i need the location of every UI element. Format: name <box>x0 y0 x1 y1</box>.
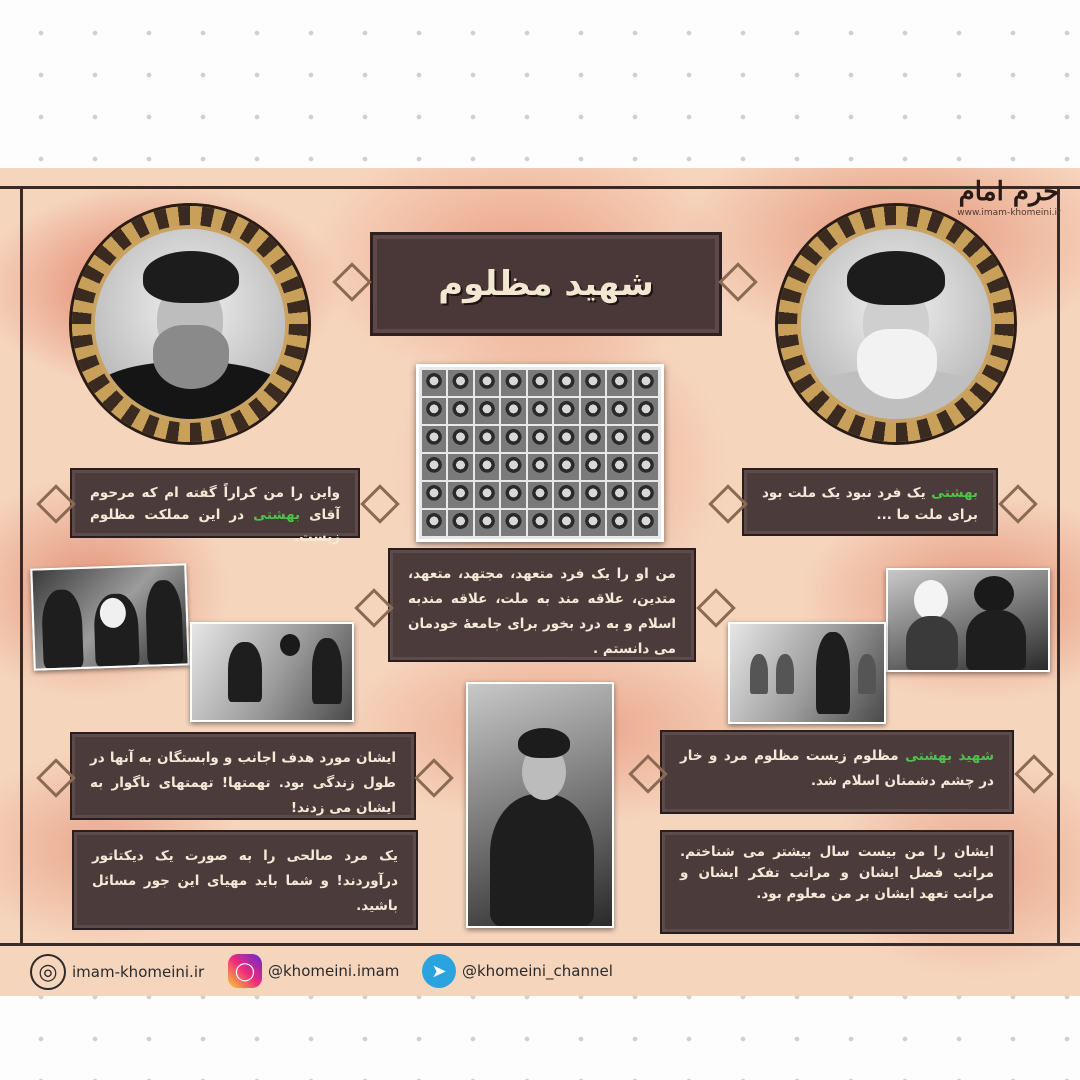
martyr-photo <box>528 482 552 508</box>
martyr-photo <box>634 510 658 536</box>
martyr-photo <box>554 398 578 424</box>
martyr-photo <box>501 482 525 508</box>
head <box>280 634 300 656</box>
martyr-photo <box>554 426 578 452</box>
martyr-photo <box>475 398 499 424</box>
instagram-handle[interactable]: @khomeini.imam <box>268 962 400 980</box>
figure <box>906 616 958 670</box>
turban <box>847 251 945 305</box>
quote-box-top-right <box>742 468 998 536</box>
figure <box>750 654 768 694</box>
frame-line-left <box>20 188 23 943</box>
portrait-khomeini-photo <box>797 225 995 423</box>
quote-highlight: بهشتی <box>931 485 978 501</box>
quote-box-top-left <box>70 468 360 545</box>
martyr-photo <box>475 454 499 480</box>
quote-text: ایشان مورد هدف اجانب و وابستگان به آنها در طول زندگی بود. تهمتها! تهمتهای ناگوار به ایشان می زدند! <box>90 750 396 816</box>
footer <box>0 946 1080 996</box>
turban <box>518 728 570 758</box>
martyr-photo <box>581 398 605 424</box>
martyr-photo <box>581 482 605 508</box>
martyr-photo <box>528 510 552 536</box>
website-link[interactable]: imam-khomeini.ir <box>72 963 205 981</box>
figure <box>490 794 594 926</box>
martyr-photo <box>607 426 631 452</box>
martyr-photo <box>475 370 499 396</box>
figure <box>966 610 1026 670</box>
figure <box>41 589 84 668</box>
quote-highlight: بهشتی <box>253 507 301 523</box>
martyr-photo <box>422 398 446 424</box>
quote-text: مظلوم زیست مظلوم مرد و خار در چشم دشمنان اسلام شد. <box>680 748 994 789</box>
bottom-pattern-band <box>0 996 1080 1080</box>
footer-website[interactable] <box>30 954 204 990</box>
martyr-photo <box>634 398 658 424</box>
martyr-photo <box>501 454 525 480</box>
instagram-icon: ◯ <box>228 954 262 988</box>
martyr-photo <box>448 454 472 480</box>
figure <box>858 654 876 694</box>
martyr-photo <box>581 510 605 536</box>
quote-text: یک مرد صالحی را به صورت یک دیکتاتور درآوردند! و شما باید مهیای این جور مسائل باشید. <box>92 848 398 914</box>
quote-text: یک فرد نبود یک ملت بود برای ملت ما ... <box>762 485 978 523</box>
head <box>974 576 1014 612</box>
martyr-photo <box>607 454 631 480</box>
quote-box-bottom-right <box>660 830 1014 934</box>
logo-url: www.imam-khomeini.ir <box>957 208 1061 218</box>
martyr-photo <box>448 370 472 396</box>
figure <box>816 632 850 714</box>
frame-line-right <box>1057 188 1060 943</box>
martyrs-photo-grid <box>416 364 664 542</box>
martyr-photo <box>448 398 472 424</box>
photo-meeting <box>30 563 189 670</box>
quote-box-middle-right <box>660 730 1014 814</box>
martyr-photo <box>528 398 552 424</box>
quote-highlight: شهید بهشتی <box>905 748 994 764</box>
martyr-photo <box>422 370 446 396</box>
logo-script: حرم امام <box>958 177 1060 207</box>
turban <box>143 251 239 303</box>
martyr-photo <box>607 398 631 424</box>
figure <box>776 654 794 694</box>
martyr-photo <box>448 482 472 508</box>
quote-text: واین را من کراراً گفته ام که مرحوم آقای <box>90 485 340 523</box>
figure <box>228 642 262 702</box>
top-pattern-band <box>0 0 1080 168</box>
globe-icon: ◎ <box>30 954 66 990</box>
photo-portrait-pair <box>886 568 1050 672</box>
telegram-icon: ➤ <box>422 954 456 988</box>
figure <box>145 580 184 665</box>
martyr-photo <box>528 454 552 480</box>
martyr-photo <box>554 510 578 536</box>
martyr-photo <box>607 482 631 508</box>
martyr-photo <box>501 398 525 424</box>
quote-text: من او را یک فرد متعهد، مجتهد، متعهد، متدین، علاقه مند به ملت، علاقه مندبه اسلام و به درد بخور برای جامعهٔ خودمان می دانستم . <box>408 566 676 657</box>
martyr-photo <box>634 454 658 480</box>
quote-box-center <box>388 548 696 662</box>
beard <box>153 325 229 389</box>
photo-prayer <box>728 622 886 724</box>
portrait-khomeini <box>778 206 1014 442</box>
page-title: شهید مظلوم <box>438 264 654 304</box>
beard <box>857 329 937 399</box>
martyr-photo <box>581 426 605 452</box>
martyr-photo <box>554 482 578 508</box>
martyr-photo <box>475 510 499 536</box>
martyr-photo <box>501 510 525 536</box>
photo-discussion <box>190 622 354 722</box>
title-banner <box>370 232 722 336</box>
martyr-photo <box>528 426 552 452</box>
head <box>914 580 948 620</box>
martyr-photo <box>607 370 631 396</box>
martyr-photo <box>475 426 499 452</box>
martyr-photo <box>501 370 525 396</box>
martyr-photo <box>554 454 578 480</box>
footer-telegram[interactable] <box>422 954 613 988</box>
footer-instagram[interactable] <box>228 954 399 988</box>
martyr-photo <box>607 510 631 536</box>
martyr-photo <box>581 454 605 480</box>
martyr-photo <box>528 370 552 396</box>
figure <box>312 638 342 704</box>
martyr-photo <box>448 510 472 536</box>
martyr-photo <box>422 454 446 480</box>
martyr-photo <box>634 426 658 452</box>
quote-text: ایشان را من بیست سال بیشتر می شناختم. مراتب فضل ایشان و مراتب تفکر ایشان و مراتب تعهد ایشان بر من معلوم بود. <box>680 844 994 902</box>
martyr-photo <box>501 426 525 452</box>
martyr-photo <box>634 482 658 508</box>
quote-box-bottom-left <box>72 830 418 930</box>
frame-line-top <box>0 186 1080 189</box>
martyr-photo <box>475 482 499 508</box>
martyr-photo <box>422 482 446 508</box>
portrait-beheshti-photo <box>91 225 289 423</box>
portrait-beheshti <box>72 206 308 442</box>
telegram-handle[interactable]: @khomeini_channel <box>462 962 613 980</box>
martyr-photo <box>581 370 605 396</box>
martyr-photo <box>634 370 658 396</box>
quote-box-middle-left <box>70 732 416 820</box>
martyr-photo <box>422 510 446 536</box>
photo-beheshti-standing <box>466 682 614 928</box>
martyr-photo <box>554 370 578 396</box>
martyr-photo <box>448 426 472 452</box>
quote-text: در این مملکت مظلوم زیست. <box>90 507 340 545</box>
martyr-photo <box>422 426 446 452</box>
